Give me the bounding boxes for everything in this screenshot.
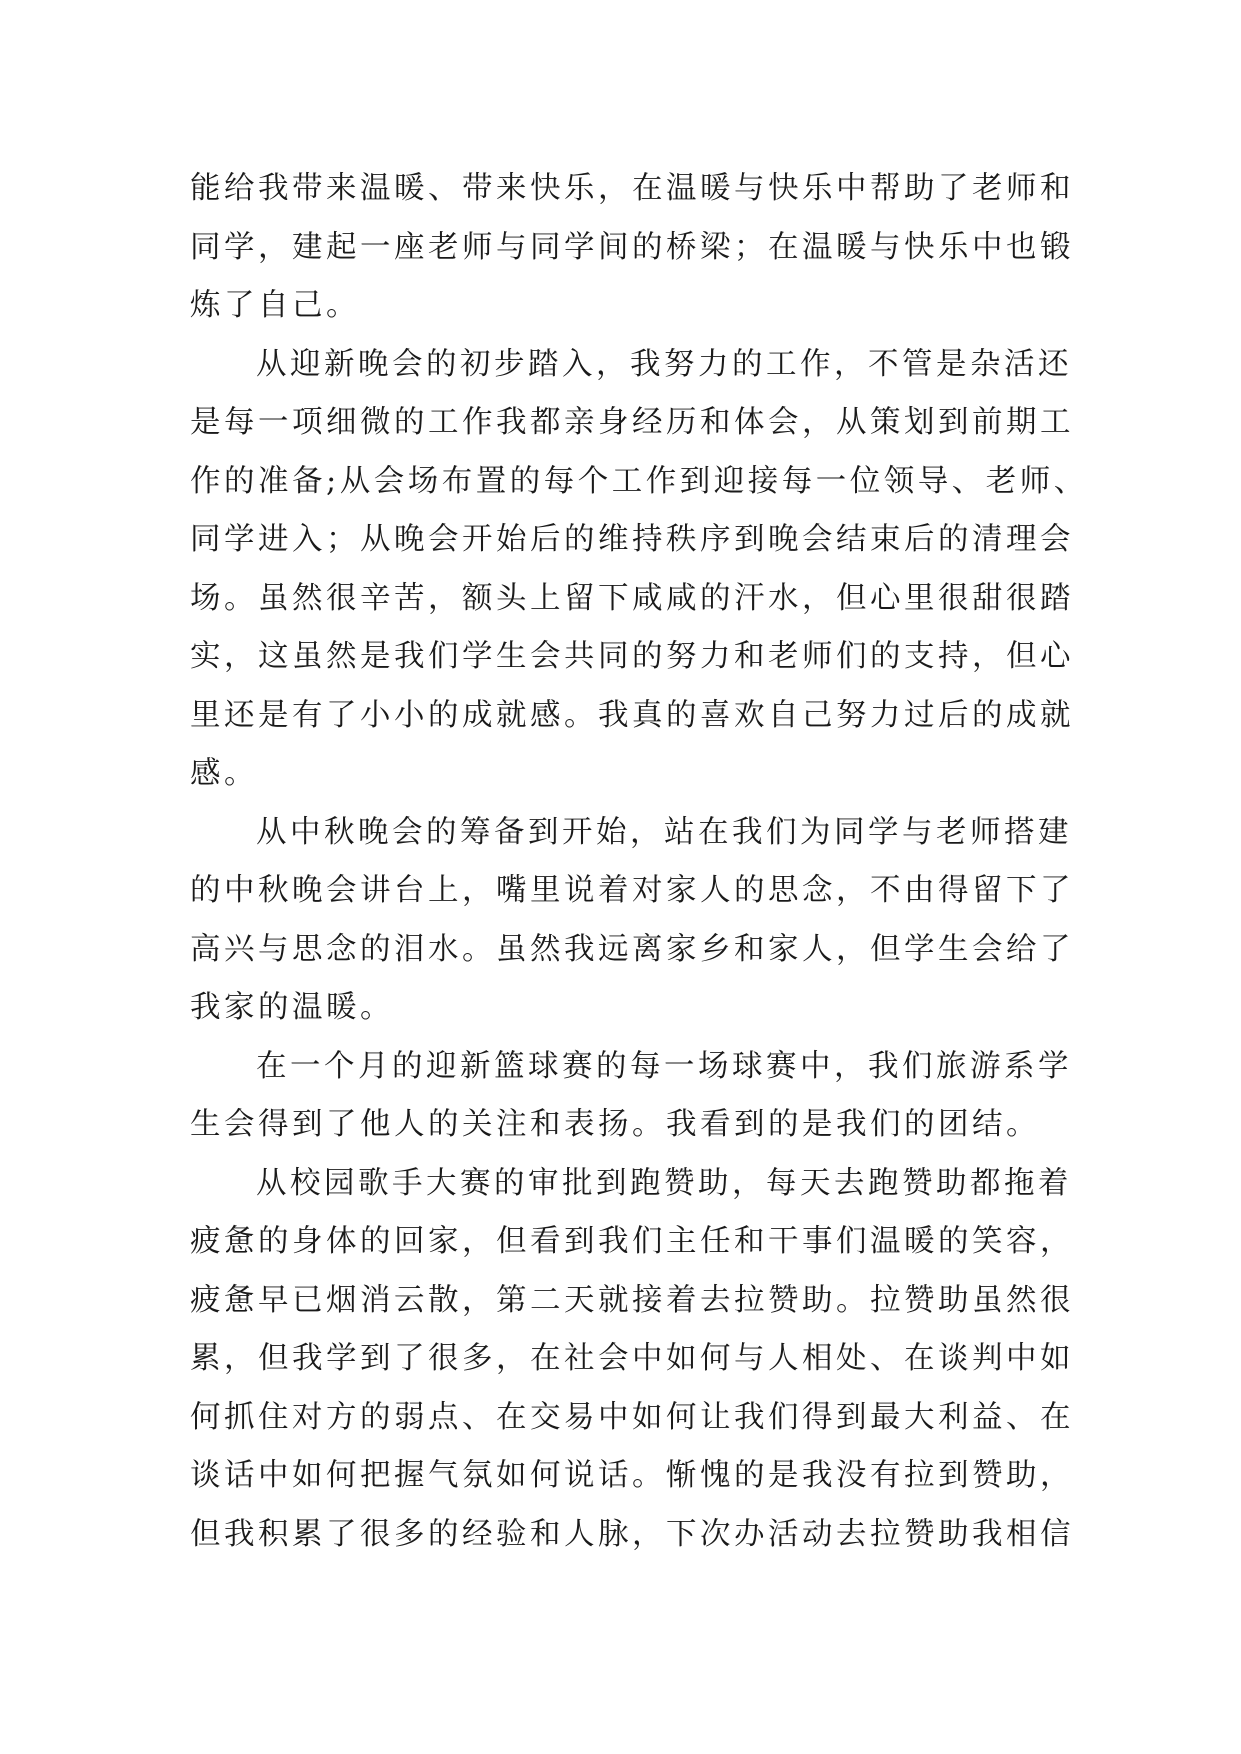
text-line: 的中秋晚会讲台上，嘴里说着对家人的思念，不由得留下了: [190, 873, 1074, 908]
text-line: 疲惫早已烟消云散，第二天就接着去拉赞助。拉赞助虽然很: [190, 1282, 1074, 1318]
text-line: 高兴与思念的泪水。虽然我远离家乡和家人，但学生会给了: [190, 931, 1074, 967]
text-line: 从校园歌手大赛的审批到跑赞助，每天去跑赞助都拖着: [256, 1165, 1072, 1201]
text-line: 我家的温暖。: [190, 990, 394, 1025]
text-line: 从中秋晚会的筹备到开始，站在我们为同学与老师搭建: [256, 814, 1072, 850]
paragraph-2: [190, 336, 1088, 804]
text-line: 累，但我学到了很多，在社会中如何与人相处、在谈判中如: [190, 1341, 1074, 1376]
paragraph-4: [190, 1038, 1072, 1155]
paragraph-3: [190, 804, 1074, 1038]
text-line: 疲惫的身体的回家，但看到我们主任和干事们温暖的笑容，: [190, 1224, 1074, 1259]
body-text: [190, 160, 1088, 1564]
text-line: 何抓住对方的弱点、在交易中如何让我们得到最大利益、在: [190, 1399, 1074, 1435]
text-line: 场。虽然很辛苦，额头上留下咸咸的汗水，但心里很甜很踏: [190, 580, 1074, 616]
text-line: 但我积累了很多的经验和人脉，下次办活动去拉赞助我相信: [190, 1516, 1074, 1552]
text-line: 同学，建起一座老师与同学间的桥梁；在温暖与快乐中也锻: [190, 229, 1074, 265]
text-line: 是每一项细微的工作我都亲身经历和体会，从策划到前期工: [190, 405, 1074, 440]
text-line: 同学进入；从晚会开始后的维持秩序到晚会结束后的清理会: [190, 522, 1074, 557]
text-line: 感。: [190, 756, 258, 791]
text-line: 从迎新晚会的初步踏入，我努力的工作，不管是杂活还: [256, 346, 1072, 382]
text-line: 生会得到了他人的关注和表扬。我看到的是我们的团结。: [190, 1107, 1040, 1142]
text-line: 炼了自己。: [190, 288, 360, 323]
text-line: 谈话中如何把握气氛如何说话。惭愧的是我没有拉到赞助，: [190, 1458, 1074, 1493]
paragraph-1: [190, 160, 1074, 336]
text-line: 作的准备;从会场布置的每个工作到迎接每一位领导、老师、: [190, 463, 1088, 499]
text-line: 实，这虽然是我们学生会共同的努力和老师们的支持，但心: [190, 639, 1074, 674]
text-line: 在一个月的迎新篮球赛的每一场球赛中，我们旅游系学: [256, 1048, 1072, 1084]
text-line: 能给我带来温暖、带来快乐，在温暖与快乐中帮助了老师和: [190, 171, 1074, 206]
text-line: 里还是有了小小的成就感。我真的喜欢自己努力过后的成就: [190, 697, 1074, 733]
paragraph-5: [190, 1155, 1074, 1565]
